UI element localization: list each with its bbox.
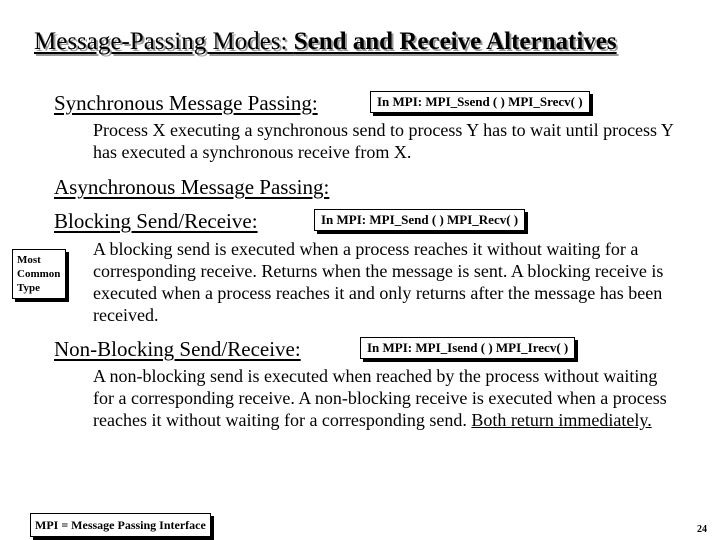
blocking-mpi-box: In MPI: MPI_Send ( ) MPI_Recv( ) bbox=[314, 209, 525, 231]
slide-title bbox=[34, 28, 617, 56]
nonblocking-emphasis: Both return immediately. bbox=[471, 410, 652, 430]
mpi-definition-box: MPI = Message Passing Interface bbox=[30, 513, 211, 537]
page-number: 24 bbox=[697, 524, 707, 535]
most-common-type-label: Most Common Type bbox=[12, 249, 66, 299]
blocking-heading: Blocking Send/Receive: bbox=[54, 209, 258, 233]
async-heading: Asynchronous Message Passing: bbox=[54, 175, 330, 199]
nonblocking-text: A non-blocking send is executed when reached by the process without waiting for a corresponding receive. A non-blocking receive is executed when a process reaches it without waiting for a corresponding send. bbox=[93, 366, 667, 430]
nonblocking-description bbox=[93, 365, 673, 431]
title-plain: Message-Passing Modes: bbox=[34, 28, 294, 55]
nonblocking-heading: Non-Blocking Send/Receive: bbox=[54, 337, 301, 361]
nonblocking-mpi-box: In MPI: MPI_Isend ( ) MPI_Irecv( ) bbox=[360, 337, 575, 359]
sync-heading: Synchronous Message Passing: bbox=[54, 91, 318, 115]
sync-description: Process X executing a synchronous send to process Y has to wait until process Y has executed a synchronous receive from X. bbox=[93, 120, 674, 162]
blocking-description: A blocking send is executed when a process reaches it without waiting for a corresponding receive. Returns when the message is sent. A blocking receive is executed when a process reaches it and only returns after the message has been received. bbox=[93, 239, 664, 325]
sync-mpi-box: In MPI: MPI_Ssend ( ) MPI_Srecv( ) bbox=[370, 91, 590, 113]
title-bold: Send and Receive Alternatives bbox=[293, 28, 617, 55]
